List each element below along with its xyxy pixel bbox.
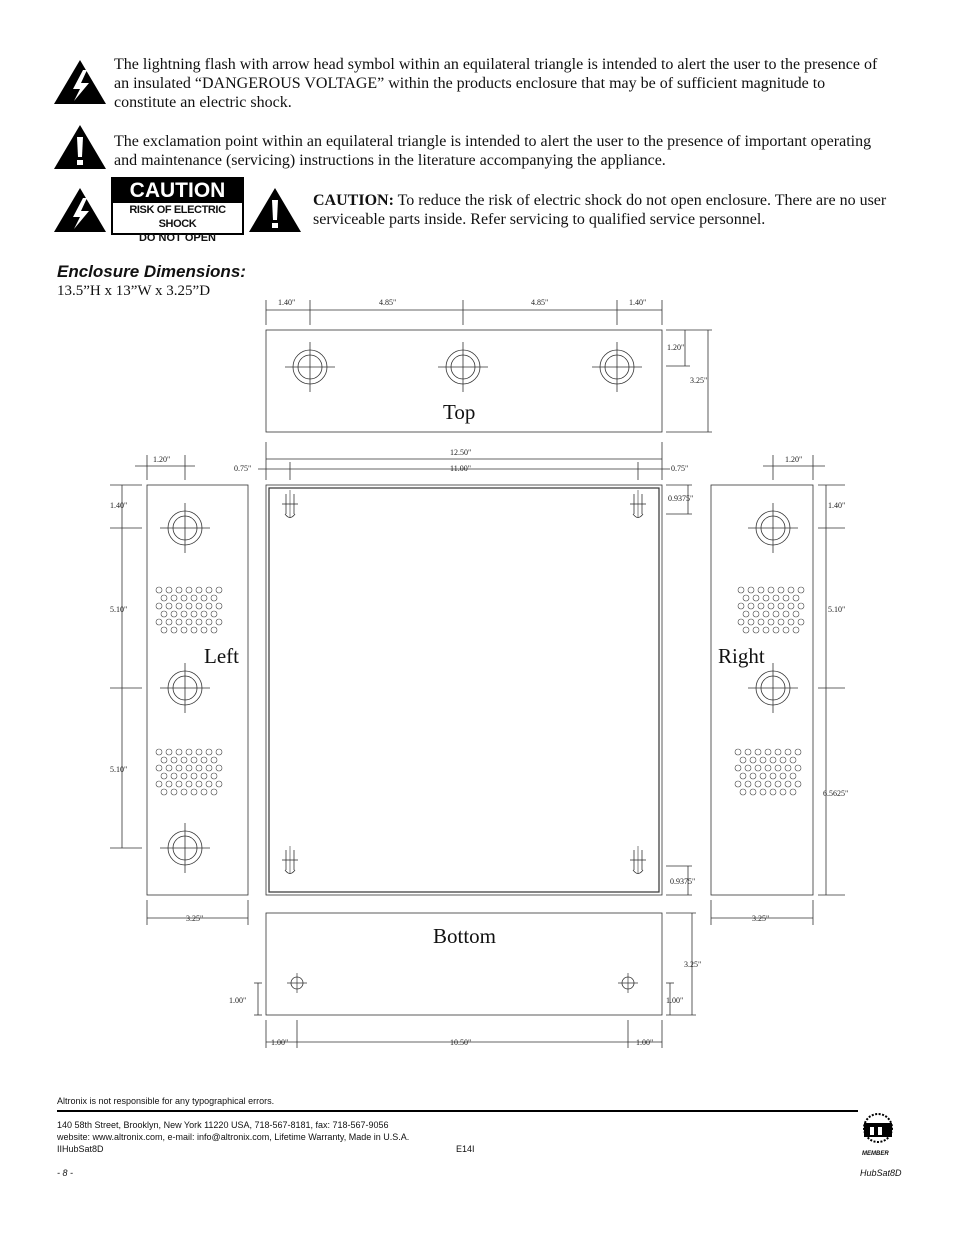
footer-rev: E14I: [456, 1144, 475, 1154]
bottom-view-label: Bottom: [433, 924, 497, 948]
dim-front-t: 0.9375": [668, 494, 694, 503]
dim-front-w2: 11.00": [450, 464, 471, 473]
page-number: - 8 -: [57, 1168, 74, 1178]
dim-front-w1: 12.50": [450, 448, 472, 457]
dim-bot-r: 1.00": [666, 996, 684, 1005]
member-label: MEMBER: [862, 1151, 889, 1157]
caution-box-title: CAUTION: [113, 179, 242, 203]
dim-bot-b: 10.50": [450, 1038, 472, 1047]
dim-left-a: 1.40": [110, 501, 128, 510]
dim-right-w: 1.20": [785, 455, 803, 464]
dim-bot-c: 1.00": [636, 1038, 654, 1047]
dim-top-c: 4.85": [531, 298, 549, 307]
dim-top-b: 4.85": [379, 298, 397, 307]
dim-top-e: 1.20": [667, 343, 685, 352]
dim-right-b: 5.10": [828, 605, 846, 614]
dim-front-r: 0.75": [671, 464, 689, 473]
caution-box-line1: RISK OF ELECTRIC SHOCK: [129, 204, 226, 230]
dim-left-c: 5.10": [110, 765, 128, 774]
front-view-outline: [266, 485, 662, 895]
dim-top-f: 3.25": [690, 376, 708, 385]
caution-body: To reduce the risk of electric shock do not open enclosure. There are no user serviceable parts inside. Refer servicing to qualified service personnel.: [313, 192, 887, 228]
caution-label: CAUTION:: [313, 192, 394, 209]
right-view-outline: [711, 485, 813, 895]
dim-left-b: 5.10": [110, 605, 128, 614]
dim-right-c: 6.5625": [823, 789, 849, 798]
dim-top-a: 1.40": [278, 298, 296, 307]
disclaimer: Altronix is not responsible for any typographical errors.: [57, 1096, 275, 1106]
exclamation-warning-text: The exclamation point within an equilateral triangle is intended to alert the user to the presence of important operating and maintenance (servicing) instructions in the literature accompanying the appliance.: [114, 133, 872, 169]
enclosure-size: 13.5”H x 13”W x 3.25”D: [57, 283, 211, 299]
dim-front-b: 0.9375": [670, 877, 696, 886]
dim-bot-l: 1.00": [229, 996, 247, 1005]
footer-website: website: www.altronix.com, e-mail: info@altronix.com, Lifetime Warranty, Made in U.S.A.: [57, 1132, 410, 1142]
footer-model: HubSat8D: [860, 1168, 902, 1178]
dim-front-l: 0.75": [234, 464, 252, 473]
dim-left-w: 1.20": [153, 455, 171, 464]
dim-right-a: 1.40": [828, 501, 846, 510]
dim-bot-h: 3.25": [684, 960, 702, 969]
dim-top-d: 1.40": [629, 298, 647, 307]
footer-address: 140 58th Street, Brooklyn, New York 11220 USA, 718-567-8181, fax: 718-567-9056: [57, 1120, 389, 1130]
footer-doc-id: IIHubSat8D: [57, 1144, 104, 1154]
footer-rule: [57, 1110, 858, 1112]
left-view-label: Left: [204, 644, 239, 668]
enclosure-heading: Enclosure Dimensions:: [57, 262, 246, 281]
lightning-warning-text: The lightning flash with arrow head symbol within an equilateral triangle is intended to alert the user to the presence of an insulated “DANGEROUS VOLTAGE” within the products enclosure that may be of sufficient magnitude to constitute an electric shock.: [114, 56, 878, 111]
dim-left-d: 3.25": [186, 914, 204, 923]
member-logo-icon: [859, 1113, 897, 1153]
dim-bot-a: 1.00": [271, 1038, 289, 1047]
top-view-label: Top: [443, 400, 476, 424]
dim-right-d: 3.25": [752, 914, 770, 923]
right-view-label: Right: [718, 644, 765, 668]
caution-box-line2: DO NOT OPEN: [138, 232, 216, 244]
left-view-outline: [147, 485, 248, 895]
